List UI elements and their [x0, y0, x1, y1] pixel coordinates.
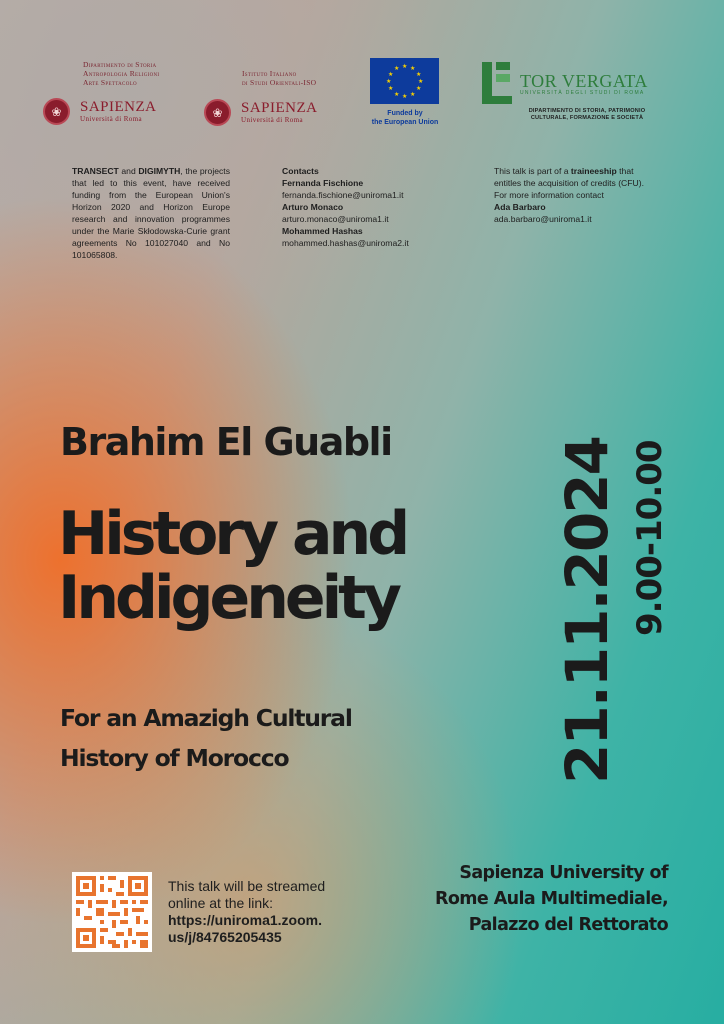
- venue-line: Sapienza University of: [459, 863, 668, 883]
- contact-name: Mohammed Hashas: [282, 226, 363, 236]
- title-line: History and: [58, 499, 407, 569]
- stream-link[interactable]: us/j/84765205435: [168, 929, 282, 945]
- venue-line: Palazzo del Rettorato: [468, 915, 668, 935]
- traineeship-text-part: This talk is part of a: [494, 166, 571, 176]
- funding-body: , the projects that led to this event, have received funding from the European Union's Horizon 2020 and Horizon Europe research and innovation programmes under the Marie Skłodowska-Curie grant agreements No 101027040 and No 101065808.: [72, 166, 230, 260]
- contact-email[interactable]: mohammed.hashas@uniroma2.it: [282, 238, 409, 248]
- contact-name: Arturo Monaco: [282, 202, 344, 212]
- eu-line1: Funded by: [387, 110, 423, 117]
- dept-storia-line: Antropologia Religioni: [83, 69, 160, 78]
- contacts-heading: Contacts: [282, 166, 319, 176]
- subtitle-line: History of Morocco: [60, 744, 289, 772]
- funding-and: and: [118, 166, 139, 176]
- venue: [368, 860, 668, 938]
- traineeship-text: [494, 165, 652, 201]
- stream-line: online at the link:: [168, 895, 274, 911]
- logo-tor-vergata: [482, 62, 682, 122]
- tor-vergata-mark-icon: [482, 62, 516, 104]
- sapienza-name: SAPIENZA: [80, 99, 157, 115]
- istituto-line: Istituto Italiano: [242, 69, 297, 78]
- sapienza-seal-icon: ❀: [204, 99, 231, 126]
- eu-line2: the European Union: [371, 119, 439, 126]
- project-digimyth: DIGIMYTH: [138, 166, 181, 176]
- tor-vergata-dept: [512, 108, 662, 122]
- subtitle-line: For an Amazigh Cultural: [60, 704, 352, 732]
- contact-email[interactable]: fernanda.fischione@uniroma1.it: [282, 190, 404, 200]
- sapienza-seal-icon: ❀: [43, 98, 70, 125]
- contacts-section: [282, 165, 462, 249]
- logo-eu-funded: [363, 58, 447, 127]
- venue-line: Rome Aula Multimediale,: [435, 889, 668, 909]
- tor-vergata-dept-line: DIPARTIMENTO DI STORIA, PATRIMONIO: [528, 108, 646, 114]
- sapienza-name: SAPIENZA: [241, 100, 318, 116]
- stream-info: [168, 878, 368, 946]
- qr-code-icon: [72, 872, 152, 952]
- logo-istituto-studi-orientali: [204, 69, 334, 126]
- eu-flag-icon: ★ ★ ★ ★ ★ ★ ★ ★ ★ ★ ★ ★: [370, 58, 439, 104]
- talk-subtitle: [60, 698, 352, 778]
- istituto-text: [242, 69, 334, 87]
- traineeship-text-part: that entitles the acquisition of credits (CFU). For more information contact: [494, 166, 644, 200]
- tor-vergata-dept-line: CULTURALE, FORMAZIONE E SOCIETÀ: [530, 115, 644, 121]
- logo-dipartimento-storia: [43, 60, 193, 125]
- event-time: 9.00-10.00: [630, 440, 670, 636]
- event-date: 21.11.2024: [553, 437, 621, 784]
- stream-line: This talk will be streamed: [168, 878, 326, 894]
- traineeship-section: [494, 165, 652, 225]
- qr-code[interactable]: [72, 872, 152, 952]
- project-transect: TRANSECT: [72, 166, 119, 176]
- dept-storia-line: Arte Spettacolo: [83, 78, 137, 87]
- traineeship-keyword: traineeship: [570, 166, 617, 176]
- tor-vergata-subtitle: UNIVERSITÀ DEGLI STUDI DI ROMA: [520, 90, 645, 96]
- talk-title: [58, 499, 407, 633]
- traineeship-contact-email[interactable]: ada.barbaro@uniroma1.it: [494, 214, 592, 224]
- dept-storia-text: [83, 60, 193, 87]
- title-line: Indigeneity: [58, 563, 398, 633]
- eu-funded-text: [363, 109, 447, 127]
- stream-link[interactable]: https://uniroma1.zoom.: [168, 912, 322, 928]
- sapienza-subtitle: Università di Roma: [80, 115, 143, 123]
- traineeship-contact-name: Ada Barbaro: [494, 202, 546, 212]
- tor-vergata-name: TOR VERGATA: [520, 71, 648, 91]
- contact-name: Fernanda Fischione: [282, 178, 364, 188]
- speaker-name: Brahim El Guabli: [60, 420, 392, 464]
- istituto-line: di Studi Orientali-ISO: [242, 78, 317, 87]
- funding-statement: [72, 165, 230, 261]
- contact-email[interactable]: arturo.monaco@uniroma1.it: [282, 214, 389, 224]
- sapienza-subtitle: Università di Roma: [241, 116, 304, 124]
- dept-storia-line: Dipartimento di Storia: [83, 60, 157, 69]
